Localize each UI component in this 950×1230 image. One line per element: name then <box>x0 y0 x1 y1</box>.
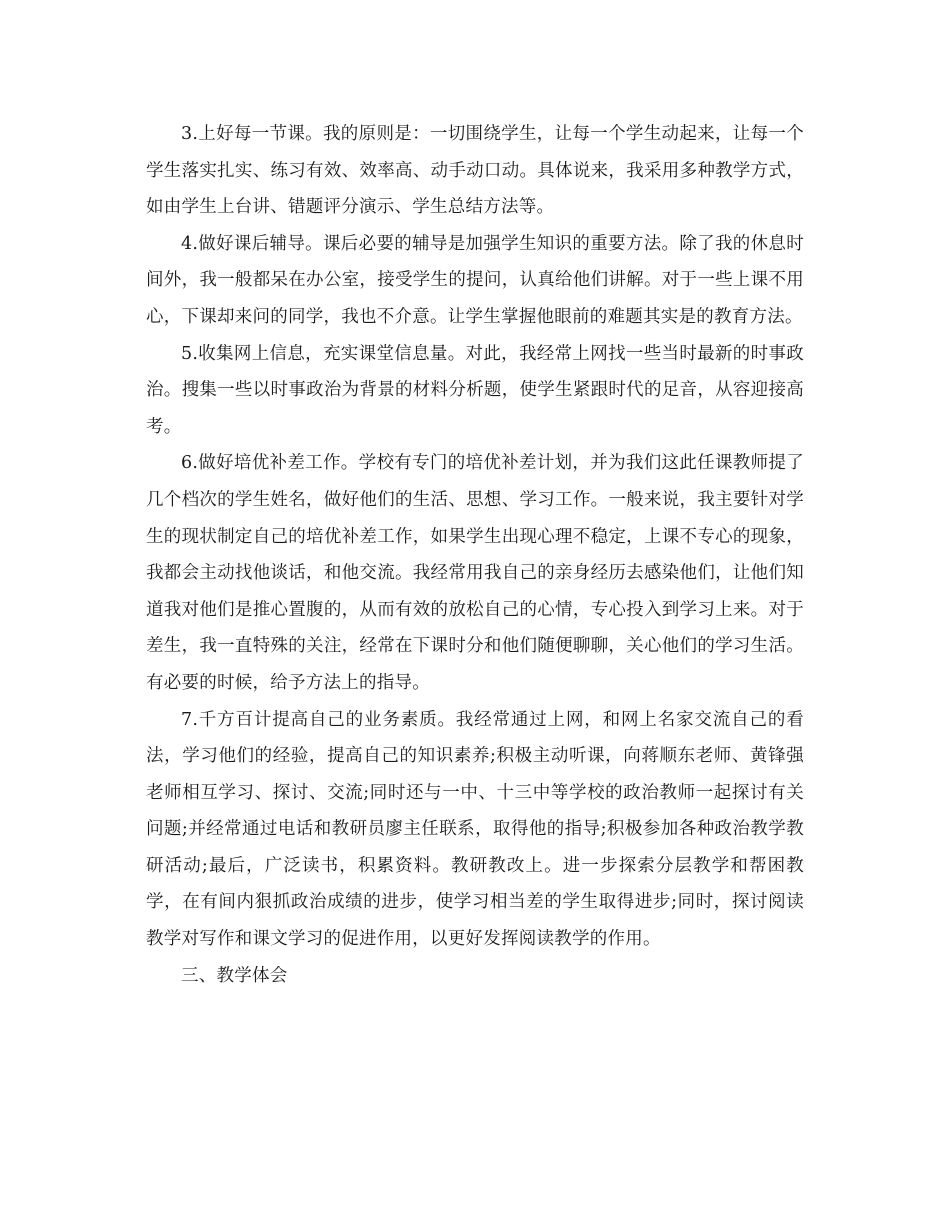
document-body <box>146 116 804 994</box>
paragraph-6-remedial-work: 6.做好培优补差工作。学校有专门的培优补差计划，并为我们这此任课教师提了几个档次的学生姓名，做好他们的生活、思想、学习工作。一般来说，我主要针对学生的现状制定自己的培优补差工作，如果学生出现心理不稳定，上课不专心的现象，我都会主动找他谈话，和他交流。我经常用我自己的亲身经历去感染他们，让他们知道我对他们是推心置腹的，从而有效的放松自己的心情，专心投入到学习上来。对于差生，我一直特殊的关注，经常在下课时分和他们随便聊聊，关心他们的学习生活。有必要的时候，给予方法上的指导。 <box>146 453 804 693</box>
paragraph-5-online-info: 5.收集网上信息，充实课堂信息量。对此，我经常上网找一些当时最新的时事政治。搜集一些以时事政治为背景的材料分析题，使学生紧跟时代的足音，从容迎接高考。 <box>146 343 804 437</box>
paragraph-3-lessons: 3.上好每一节课。我的原则是：一切围绕学生，让每一个学生动起来，让每一个学生落实扎实、练习有效、效率高、动手动口动。具体说来，我采用多种教学方式，如由学生上台讲、错题评分演示、学生总结方法等。 <box>146 124 804 218</box>
paragraph-4-tutoring: 4.做好课后辅导。课后必要的辅导是加强学生知识的重要方法。除了我的休息时间外，我一般都呆在办公室，接受学生的提问，认真给他们讲解。对于一些上课不用心，下课却来问的同学，我也不介意。让学生掌握他眼前的难题其实是的教育方法。 <box>146 233 804 327</box>
section-heading-teaching-experience: 三、教学体会 <box>181 965 288 986</box>
paragraph-7-professional-quality: 7.千方百计提高自己的业务素质。我经常通过上网，和网上名家交流自己的看法，学习他们的经验，提高自己的知识素养;积极主动听课，向蒋顺东老师、黄锋强老师相互学习、探讨、交流;同时还与一中、十三中等学校的政治教师一起探讨有关问题;并经常通过电话和教研员廖主任联系，取得他的指导;积极参加各种政治教学教研活动;最后，广泛读书，积累资料。教研教改上。进一步探索分层教学和帮困教学，在有间内狠抓政治成绩的进步，使学习相当差的学生取得进步;同时，探讨阅读教学对写作和课文学习的促进作用，以更好发挥阅读教学的作用。 <box>146 709 804 950</box>
